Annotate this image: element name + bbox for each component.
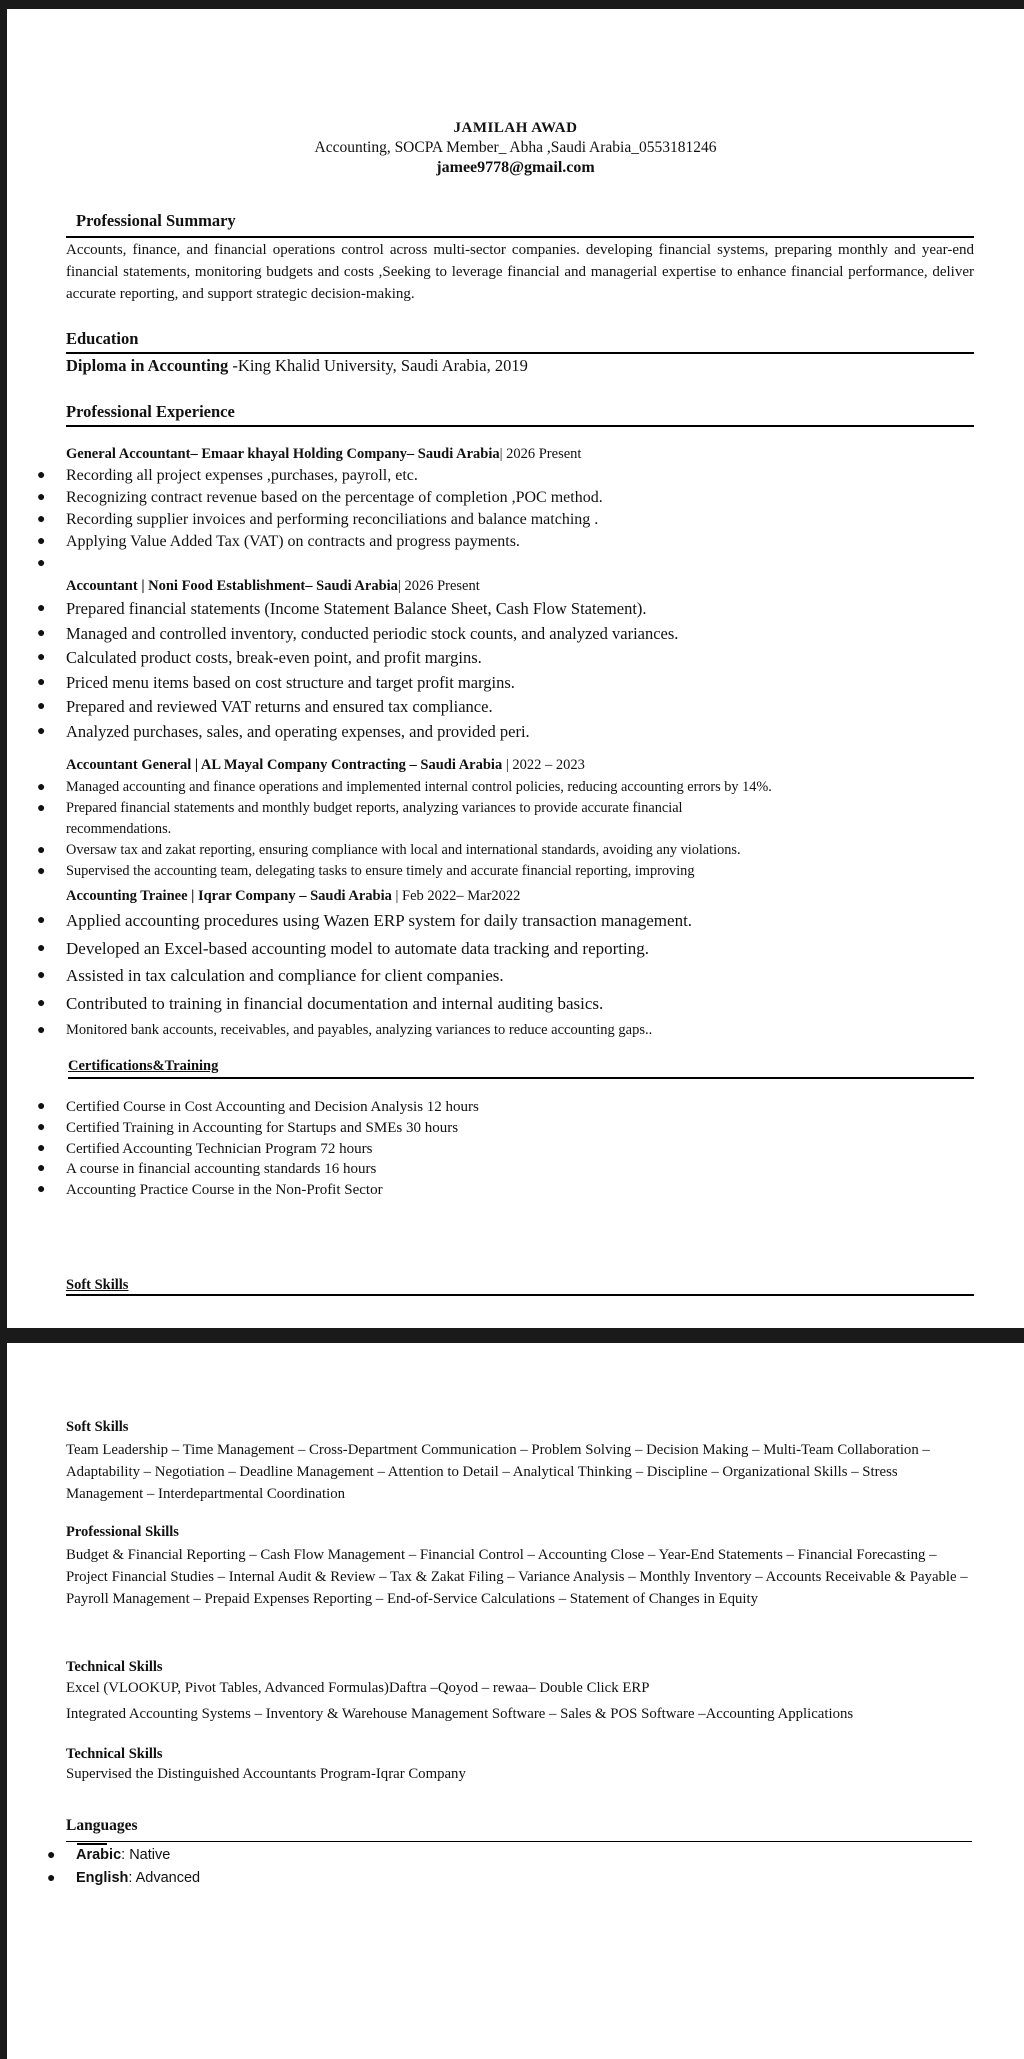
section-title-languages: Languages [66,1817,138,1834]
section-title-education: Education [66,329,139,348]
list-item: ● Contributed to training in financial documentation and internal auditing basics. [37,993,604,1013]
list-item: ● Certified Course in Cost Accounting and Decision Analysis 12 hours [37,1099,479,1115]
section-title-technical-skills: Technical Skills [66,1659,163,1675]
degree-name: Diploma in Accounting [66,356,229,375]
section-divider [66,1294,974,1296]
technical-skills-line: Integrated Accounting Systems – Inventory & Warehouse Management Software – Sales & POS Software –Accounting Applications [66,1706,854,1722]
language-name: English [76,1870,129,1886]
section-divider [66,352,974,354]
job-period: | 2026 Present [397,578,480,594]
list-item: ● Oversaw tax and zakat reporting, ensuring compliance with local and international standards, avoiding any violations. [37,842,741,858]
section-divider [68,1077,974,1079]
list-item: ● Priced menu items based on cost structure and target profit margins. [37,672,515,692]
contact-line: Accounting, SOCPA Member_ Abha ,Saudi Arabia_0553181246 [314,139,717,156]
list-item: ● Managed accounting and finance operations and implemented internal control policies, reducing accounting errors by 14%. [37,779,772,795]
language-level: : Native [121,1847,171,1863]
list-item: ● Managed and controlled inventory, conducted periodic stock counts, and analyzed variances. [37,623,679,643]
email-address: jamee9778@gmail.com [436,159,595,176]
job-role-company: Accountant General | AL Mayal Company Contracting – Saudi Arabia [66,757,503,773]
list-item-continuation: recommendations. [66,821,172,837]
section-title-soft-skills: Soft Skills [66,1419,129,1435]
job-role-company: Accounting Trainee | Iqrar Company – Saudi Arabia [66,888,392,904]
languages-list [7,1844,200,1890]
list-item: ● Arabic: Native [47,1847,171,1863]
job-title [66,757,585,774]
language-name: Arabic [76,1847,122,1863]
section-title-soft-skills: Soft Skills [66,1277,129,1293]
list-item: ● Developed an Excel-based accounting model to automate data tracking and reporting. [37,938,649,958]
list-item: ● Prepared financial statements (Income Statement Balance Sheet, Cash Flow Statement). [37,599,647,618]
section-divider [66,236,974,238]
section-title-professional-skills: Professional Skills [66,1524,179,1540]
professional-skills-text: Budget & Financial Reporting – Cash Flow Management – Financial Control – Accounting Close – Year-End Statements – Financial Forecasting – Project Financial Studies – Internal Audit & Review – Tax & Zakat Filing – Variance Analysis – Monthly Inventory – Accounts Receivable & Payable – Payroll Management – Prepaid Expenses Reporting – End-of-Service Calculations – Statement of Changes in Equity [66,1547,968,1607]
job-period: | 2022 – 2023 [502,757,585,773]
language-level: : Advanced [128,1870,201,1886]
candidate-name: JAMILAH AWAD [453,120,578,136]
list-item: ● A course in financial accounting standards 16 hours [37,1161,377,1178]
job-bullets [7,777,772,882]
section-title-technical-skills-2: Technical Skills [66,1746,163,1762]
resume-page-2 [7,1343,1024,2059]
education-details: -King Khalid University, Saudi Arabia, 2019 [228,356,528,375]
list-item: ● Calculated product costs, break-even point, and profit margins. [37,648,482,667]
section-title-summary: Professional Summary [76,211,236,230]
list-item: ● English: Advanced [47,1870,201,1886]
list-item: ● Prepared financial statements and monthly budget reports, analyzing variances to provide accurate financial [37,800,683,816]
job-bullets [7,465,603,575]
technical-skills-2-text: Supervised the Distinguished Accountants Program-Iqrar Company [66,1766,466,1782]
job-period: | 2026 Present [499,446,582,462]
list-item: ● Certified Training in Accounting for Startups and SMEs 30 hours [37,1119,459,1136]
list-item: ● Applying Value Added Tax (VAT) on contracts and progress payments. [37,533,520,550]
section-divider [66,425,974,427]
list-item: ● Monitored bank accounts, receivables, and payables, analyzing variances to reduce accounting gaps.. [37,1022,653,1038]
list-item: ● Recording all project expenses ,purchases, payroll, etc. [37,467,418,484]
list-item: ● Applied accounting procedures using Wazen ERP system for daily transaction management. [37,911,693,930]
section-title-experience: Professional Experience [66,402,235,421]
job-bullets [7,597,678,744]
education-entry [66,356,528,376]
job-role-company: General Accountant– Emaar khayal Holding Company– Saudi Arabia [66,446,500,462]
list-item: ● Accounting Practice Course in the Non-Profit Sector [37,1182,383,1199]
certifications-list [7,1097,479,1201]
list-item: ● Certified Accounting Technician Program 72 hours [37,1140,373,1157]
soft-skills-text: Team Leadership – Time Management – Cross-Department Communication – Problem Solving – Decision Making – Multi-Team Collaboration – Adaptability – Negotiation – Deadline Management – Attention to Detail – Analytical Thinking – Discipline – Organizational Skills – Stress Management – Interdepartmental Coordination [66,1442,930,1502]
section-title-certifications: Certifications&Training [68,1058,219,1074]
job-title [66,578,480,595]
section-divider [66,1841,972,1842]
list-item: ● Analyzed purchases, sales, and operating expenses, and provided peri. [37,721,530,741]
list-item-empty: ● [37,556,46,571]
list-item: ● Recognizing contract revenue based on the percentage of completion ,POC method. [37,489,603,506]
job-period: | Feb 2022– Mar2022 [391,888,521,904]
summary-text: Accounts, finance, and financial operations control across multi-sector companies. developing financial systems, preparing monthly and year-end financial statements, monitoring budgets and costs ,Seeking to leverage financial and managerial expertise to enhance financial performance, deliver accurate reporting, and support strategic decision-making. [66,242,974,302]
list-item: ● Recording supplier invoices and performing reconciliations and balance matching . [37,511,599,528]
job-role-company: Accountant | Noni Food Establishment– Saudi Arabia [66,578,398,594]
job-bullets [7,907,692,1045]
list-item: ● Supervised the accounting team, delegating tasks to ensure timely and accurate financial reporting, improving [37,863,695,879]
list-item: ● Prepared and reviewed VAT returns and ensured tax compliance. [37,697,493,716]
resume-page-1 [7,9,1024,1328]
job-title [66,446,581,463]
list-item: ● Assisted in tax calculation and compliance for client companies. [37,966,504,985]
technical-skills-line: Excel (VLOOKUP, Pivot Tables, Advanced Formulas)Daftra –Qoyod – rewaa– Double Click ERP [66,1680,650,1696]
job-title [66,888,520,905]
